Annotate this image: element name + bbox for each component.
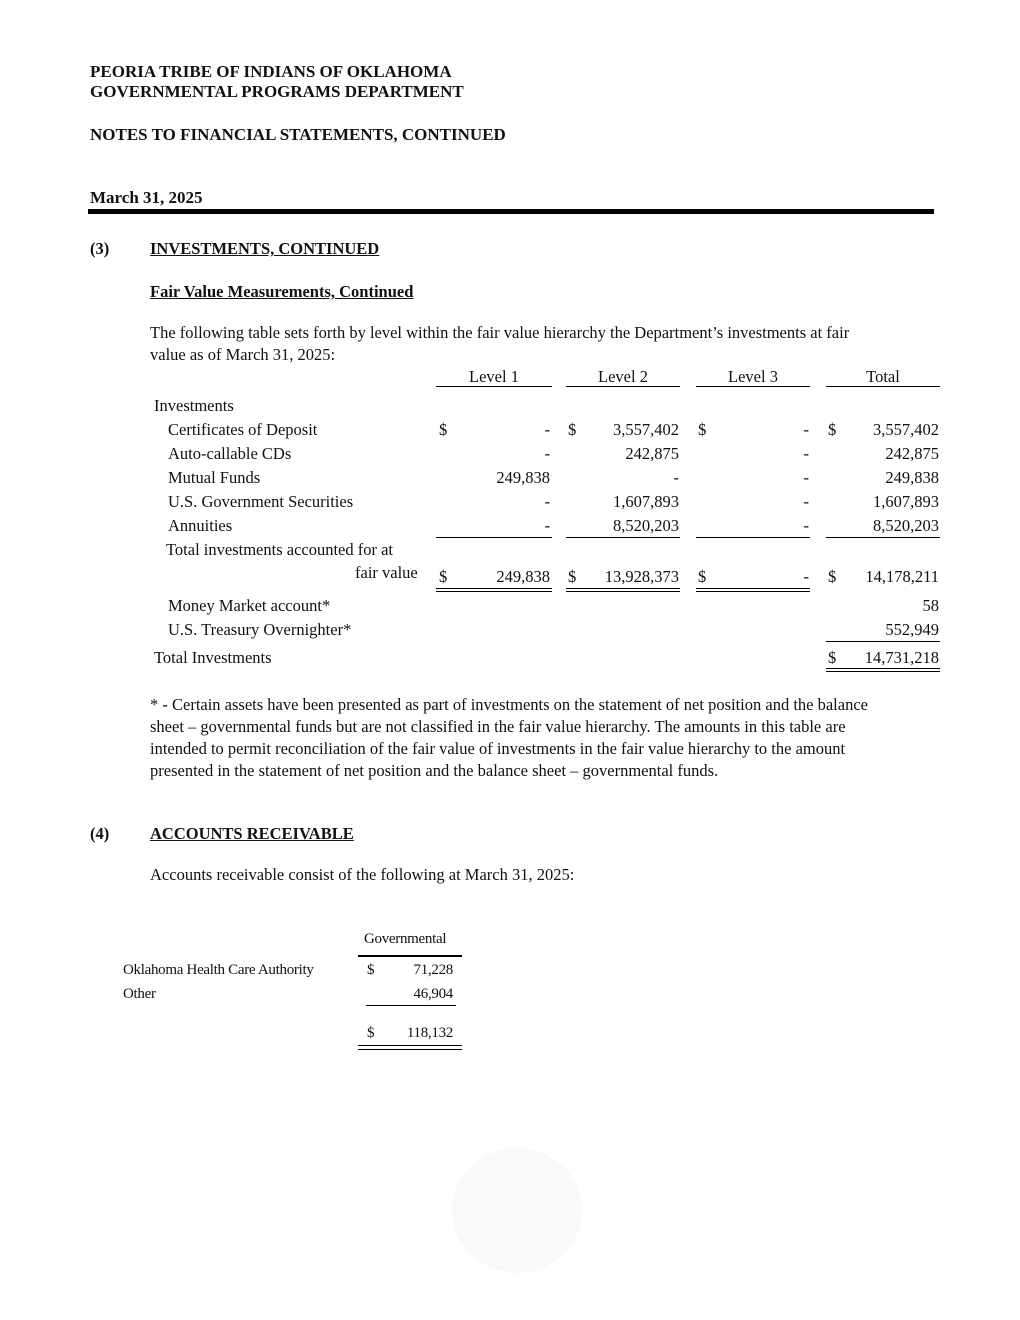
cell-total: 58	[922, 596, 939, 615]
header-rule	[88, 209, 934, 214]
section-4-number: (4)	[90, 824, 110, 843]
ar-row-label: Oklahoma Health Care Authority	[123, 962, 314, 978]
subtotal-label-line2: fair value	[355, 563, 418, 582]
dollar-sign: $	[568, 567, 577, 586]
ar-column-header: Governmental	[364, 931, 447, 947]
cell-level2: 8,520,203	[613, 516, 679, 535]
section-4-title: ACCOUNTS RECEIVABLE	[150, 824, 354, 843]
faint-watermark	[452, 1148, 582, 1273]
grand-total-value: 14,731,218	[864, 648, 939, 667]
double-rule	[826, 671, 940, 672]
ar-subtotal-rule	[366, 1005, 456, 1006]
ar-double-rule	[358, 1045, 462, 1046]
subtotal-rule	[826, 537, 940, 538]
dollar-sign: $	[439, 420, 448, 439]
col-level2: Level 2	[598, 367, 648, 386]
footnote-line: intended to permit reconciliation of the fair value of investments in the fair value hierarchy to the amount	[150, 739, 846, 758]
col-underline	[566, 386, 680, 387]
row-label: Certificates of Deposit	[168, 420, 318, 439]
double-rule	[436, 591, 552, 592]
double-rule	[566, 588, 680, 589]
ar-dollar: $	[367, 962, 375, 978]
subtotal-total: 14,178,211	[865, 567, 939, 586]
row-label: Money Market account*	[168, 596, 331, 615]
cell-total: 1,607,893	[873, 492, 939, 511]
page-subtitle: NOTES TO FINANCIAL STATEMENTS, CONTINUED	[90, 125, 506, 144]
ar-total-dollar: $	[367, 1025, 375, 1041]
dollar-sign: $	[568, 420, 577, 439]
section-3-subheading: Fair Value Measurements, Continued	[150, 282, 414, 301]
cell-total: 249,838	[885, 468, 939, 487]
cell-level1: 249,838	[496, 468, 550, 487]
footnote-line: presented in the statement of net position and the balance sheet – governmental funds.	[150, 761, 719, 780]
col-underline	[696, 386, 810, 387]
ar-total-value: 118,132	[406, 1025, 453, 1041]
footnote-line: sheet – governmental funds but are not classified in the fair value hierarchy. The amounts in this table are	[150, 717, 846, 736]
double-rule	[696, 591, 810, 592]
statement-date: March 31, 2025	[90, 188, 203, 207]
subtotal-rule	[566, 537, 680, 538]
row-label: Mutual Funds	[168, 468, 261, 487]
double-rule	[566, 591, 680, 592]
double-rule	[436, 588, 552, 589]
cell-level1: -	[544, 492, 550, 511]
double-rule	[826, 668, 940, 669]
subtotal-label-line1: Total investments accounted for at	[166, 540, 394, 559]
cell-level3: -	[803, 492, 809, 511]
dollar-sign: $	[828, 420, 837, 439]
col-underline	[826, 386, 940, 387]
total-rule	[826, 641, 940, 642]
col-level3: Level 3	[728, 367, 778, 386]
cell-total: 8,520,203	[873, 516, 939, 535]
col-level1: Level 1	[469, 367, 519, 386]
cell-level1: -	[544, 516, 550, 535]
cell-level2: 3,557,402	[613, 420, 679, 439]
cell-total: 552,949	[885, 620, 939, 639]
org-name: PEORIA TRIBE OF INDIANS OF OKLAHOMA	[90, 62, 452, 81]
cell-total: 3,557,402	[873, 420, 939, 439]
double-rule	[696, 588, 810, 589]
ar-double-rule	[358, 1049, 462, 1050]
dollar-sign: $	[698, 567, 707, 586]
section-4-intro: Accounts receivable consist of the following at March 31, 2025:	[150, 865, 575, 884]
ar-header-rule	[358, 955, 462, 957]
row-label: U.S. Treasury Overnighter*	[168, 620, 352, 639]
dollar-sign: $	[828, 567, 837, 586]
col-underline	[436, 386, 552, 387]
group-label: Investments	[154, 396, 234, 415]
grand-total-label: Total Investments	[154, 648, 272, 667]
cell-total: 242,875	[885, 444, 939, 463]
cell-level1: -	[544, 420, 550, 439]
subtotal-level2: 13,928,373	[604, 567, 679, 586]
cell-level2: 242,875	[625, 444, 679, 463]
cell-level2: 1,607,893	[613, 492, 679, 511]
section-3-intro-line1: The following table sets forth by level within the fair value hierarchy the Department’s investments at fair	[150, 323, 850, 342]
ar-value: 46,904	[413, 986, 453, 1002]
ar-value: 71,228	[413, 962, 453, 978]
subtotal-level3: -	[803, 567, 809, 586]
subtotal-level1: 249,838	[496, 567, 550, 586]
cell-level3: -	[803, 468, 809, 487]
subtotal-rule	[696, 537, 810, 538]
row-label: Auto-callable CDs	[168, 444, 292, 463]
cell-level3: -	[803, 420, 809, 439]
section-3-title: INVESTMENTS, CONTINUED	[150, 239, 380, 258]
dollar-sign: $	[828, 648, 837, 667]
footnote-line: * - Certain assets have been presented as part of investments on the statement of net position and the balance	[150, 695, 868, 714]
dollar-sign: $	[698, 420, 707, 439]
cell-level1: -	[544, 444, 550, 463]
cell-level3: -	[803, 444, 809, 463]
row-label: U.S. Government Securities	[168, 492, 354, 511]
section-3-intro-line2: value as of March 31, 2025:	[150, 345, 336, 364]
section-3-number: (3)	[90, 239, 110, 258]
subtotal-rule	[436, 537, 552, 538]
col-total: Total	[866, 367, 900, 386]
cell-level3: -	[803, 516, 809, 535]
ar-row-label: Other	[123, 986, 156, 1002]
cell-level2: -	[673, 468, 679, 487]
dollar-sign: $	[439, 567, 448, 586]
row-label: Annuities	[168, 516, 233, 535]
department-name: GOVERNMENTAL PROGRAMS DEPARTMENT	[90, 82, 464, 101]
